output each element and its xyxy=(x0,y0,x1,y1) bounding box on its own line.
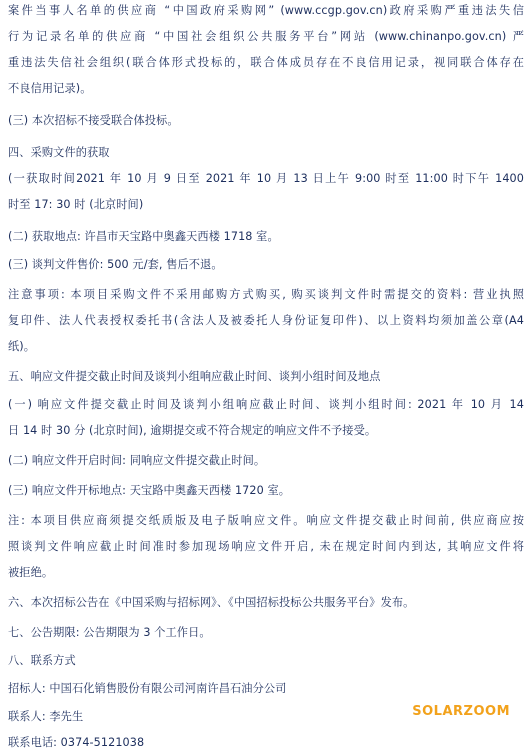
text-line: 不良信用记录)。 xyxy=(8,82,92,95)
text-line: (三) 谈判文件售价: 500 元/套, 售后不退。 xyxy=(8,258,223,271)
text-line: 照谈判文件响应截止时间准时参加现场响应文件开启, 未在规定时间内到达, 其响应文件将 xyxy=(8,540,524,553)
text-line: 注: 本项目供应商须提交纸质版及电子版响应文件。响应文件提交截止时间前, 供应商应按 xyxy=(8,514,524,527)
text-line: (二) 响应文件开启时间: 同响应文件提交截止时间。 xyxy=(8,454,266,467)
text-line: (一获取时间2021 年 10 月 9 日至 2021 年 10 月 13 日上午 9:00 时至 11:00 时下午 1400 xyxy=(8,172,524,185)
text-line: 行为记录名单的供应商 “中国社会组织公共服务平台”网站 (www.chinanpo.gov.cn) 严 xyxy=(8,30,524,43)
watermark-logo: SOLARZOOM xyxy=(412,704,510,719)
text-line: (三) 本次招标不接受联合体投标。 xyxy=(8,114,179,127)
section-heading: 六、本次招标公告在《中国采购与招标网》、《中国招标投标公共服务平台》发布。 xyxy=(8,596,415,609)
section-heading: 七、公告期限: 公告期限为 3 个工作日。 xyxy=(8,626,211,639)
section-heading: 五、响应文件提交截止时间及谈判小组响应截止时间、谈判小组时间及地点 xyxy=(8,370,381,383)
text-line: 纸)。 xyxy=(8,340,36,353)
text-line: 复印件、法人代表授权委托书(含法人及被委托人身份证复印件)、以上资料均须加盖公章(A4 xyxy=(8,314,524,327)
text-line: 被拒绝。 xyxy=(8,566,54,579)
text-line: 注意事项: 本项目采购文件不采用邮购方式购买, 购买谈判文件时需提交的资料: 营业执照 xyxy=(8,288,524,301)
text-line: (二) 获取地点: 许昌市天宝路中奥鑫天西楼 1718 室。 xyxy=(8,230,279,243)
contact-phone: 联系电话: 0374-5121038 xyxy=(8,736,145,749)
text-line: 案件当事人名单的供应商 “中国政府采购网” (www.ccgp.gov.cn)政府采购严重违法失信 xyxy=(8,4,524,17)
text-line: 日 14 时 30 分 (北京时间), 逾期提交或不符合规定的响应文件不予接受。 xyxy=(8,424,377,437)
section-heading: 八、联系方式 xyxy=(8,654,76,667)
text-line: 时至 17: 30 时 (北京时间) xyxy=(8,198,144,211)
text-line: 重违法失信社会组织(联合体形式投标的，联合体成员存在不良信用记录，视同联合体存在 xyxy=(8,56,524,69)
text-line: (三) 响应文件开标地点: 天宝路中奥鑫天西楼 1720 室。 xyxy=(8,484,291,497)
contact-person: 联系人: 李先生 xyxy=(8,710,84,723)
section-heading: 四、采购文件的获取 xyxy=(8,146,110,159)
contact-tenderer: 招标人: 中国石化销售股份有限公司河南许昌石油分公司 xyxy=(8,682,287,695)
text-line: (一) 响应文件提交截止时间及谈判小组响应截止时间、谈判小组时间: 2021 年 10 月 14 xyxy=(8,398,524,411)
